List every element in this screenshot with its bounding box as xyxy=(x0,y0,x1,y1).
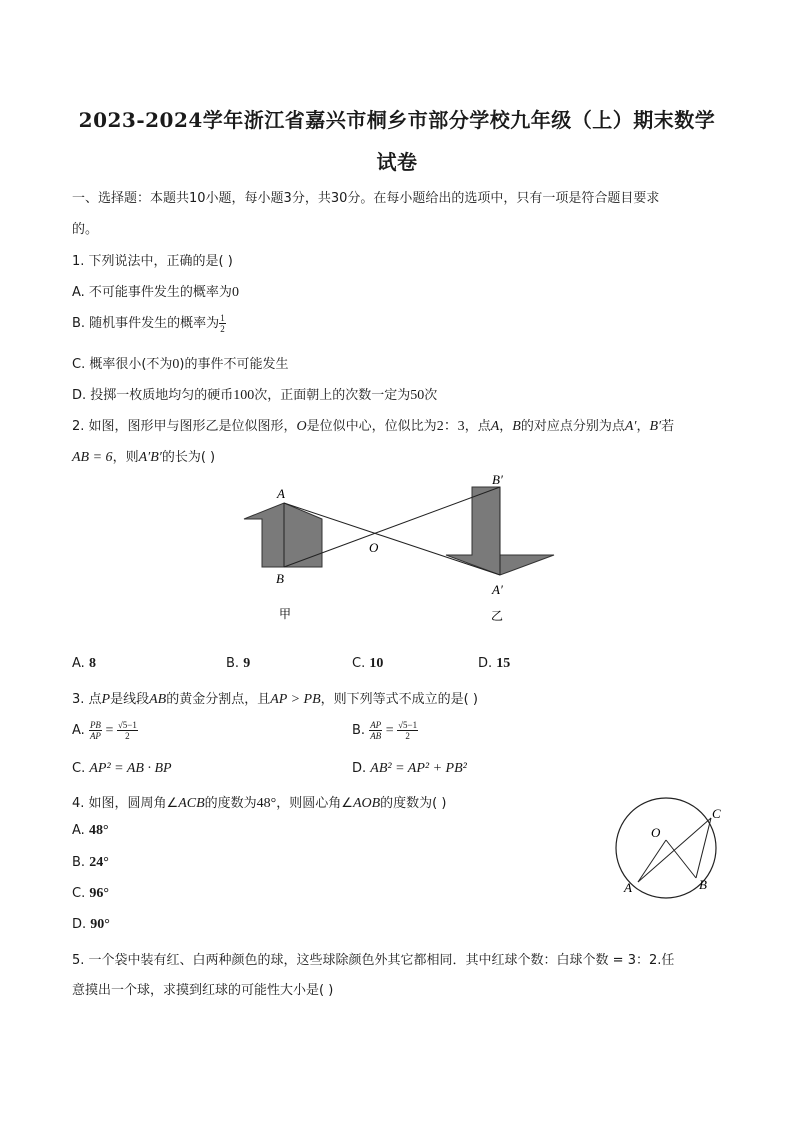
q2-var-o: O xyxy=(296,419,307,434)
q2-text-5: 若 xyxy=(661,419,675,434)
q4-var-acb: ACB xyxy=(178,796,205,811)
q5-stem-line2: 意摸出一个球，求摸到红球的可能性大小是( ) xyxy=(72,983,334,998)
q3-b-equals: = xyxy=(382,723,398,738)
exam-title-line1: 2023-2024学年浙江省嘉兴市桐乡市部分学校九年级（上）期末数学 xyxy=(78,108,716,132)
q4-option-d-label: D. xyxy=(72,917,91,932)
q4-var-aob: AOB xyxy=(352,796,381,811)
q2-text-2: 是位似中心，位似比为 xyxy=(306,419,437,434)
label-jia: 甲 xyxy=(279,607,292,621)
q2-text-7: 的长为( ) xyxy=(161,450,216,465)
q1-option-c xyxy=(72,353,289,373)
q3-text-3: 的黄金分割点，且 xyxy=(166,692,271,707)
q2-ab-equation: AB = 6 xyxy=(72,450,113,465)
q3-option-d-expr: AB² = AP² + PB² xyxy=(370,761,467,776)
q4-option-b-value: 24° xyxy=(89,855,109,870)
q1-option-c-text-1: C. 概率很小(不为 xyxy=(72,357,173,372)
q3-option-c-expr: AP² = AB · BP xyxy=(89,761,172,776)
label-b-prime: B′ xyxy=(492,472,503,487)
q3-option-a-rhs xyxy=(117,720,138,741)
q4-text-2: 的度数为 xyxy=(204,796,257,811)
q4-option-a-value: 48° xyxy=(88,823,109,838)
q4-option-c xyxy=(72,886,109,902)
q1-stem: 1. 下列说法中，正确的是( ) xyxy=(72,254,233,269)
q2-comma-2: ， xyxy=(636,419,650,434)
q2-text-6: ，则 xyxy=(112,450,139,465)
q3-a-rhs-den: 2 xyxy=(125,731,130,741)
q2-text-4: 的对应点分别为点 xyxy=(520,419,625,434)
q1-option-d xyxy=(72,384,437,404)
q1-option-d-value-1: 100 xyxy=(233,388,255,403)
q4-option-a-label: A. xyxy=(72,823,89,838)
q2-stem-line1 xyxy=(72,415,674,435)
label-b: B xyxy=(276,571,284,586)
q1-option-b-text: B. 随机事件发生的概率为 xyxy=(72,316,220,331)
q4-stem xyxy=(72,792,446,812)
q3-text-4: ，则下列等式不成立的是( ) xyxy=(320,692,478,707)
q3-a-rhs-num: √5−1 xyxy=(117,720,137,730)
q1-option-a xyxy=(72,281,239,301)
section-instructions-line2: 的。 xyxy=(72,222,99,237)
q3-var-ab: AB xyxy=(149,692,167,707)
q3-option-d xyxy=(352,761,467,777)
q2-option-c xyxy=(352,656,383,672)
q4-option-a xyxy=(72,823,109,839)
q1-option-d-text-1: D. 投掷一枚质地均匀的硬币 xyxy=(72,388,234,403)
q3-text-2: 是线段 xyxy=(110,692,150,707)
segment-bc xyxy=(696,818,711,878)
q2-option-a-value: 8 xyxy=(88,656,96,671)
q3-a-equals: = xyxy=(101,723,117,738)
q1-option-c-text-2: )的事件不可能发生 xyxy=(179,357,289,372)
exam-title-line2: 试卷 xyxy=(376,150,418,174)
label-a: A xyxy=(277,486,285,501)
q2-var-a: A xyxy=(490,419,500,434)
q1-option-d-value-2: 50 xyxy=(410,388,425,403)
q2-var-apbp: A′B′ xyxy=(138,450,162,465)
label-o: O xyxy=(369,540,379,555)
q1-option-d-text-3: 次 xyxy=(424,388,438,403)
q4-circle-figure xyxy=(608,796,732,900)
q1-option-c-value: 0 xyxy=(172,357,180,372)
q3-b-den: AB xyxy=(370,731,382,741)
q3-option-b-label: B. xyxy=(352,723,370,738)
q2-var-b: B xyxy=(512,419,521,434)
q4-option-d xyxy=(72,917,110,933)
q4-option-c-label: C. xyxy=(72,886,90,901)
q2-ratio: 2：3 xyxy=(436,419,465,434)
q2-option-b-label: B. xyxy=(226,656,244,671)
q3-option-c xyxy=(72,761,172,777)
q4-option-b xyxy=(72,855,109,871)
q4-text-1: 4. 如图，圆周角∠ xyxy=(72,796,179,811)
q2-text-1: 2. 如图，图形甲与图形乙是位似图形， xyxy=(72,419,297,434)
q3-option-a-lhs xyxy=(89,720,102,741)
q3-option-b-lhs xyxy=(369,720,382,741)
q1-option-a-text: A. 不可能事件发生的概率为 xyxy=(72,285,232,300)
q1-frac-numerator: 1 xyxy=(220,313,225,323)
q3-a-den: AP xyxy=(89,731,101,741)
q4-text-4: 的度数为( ) xyxy=(380,796,447,811)
q3-option-a xyxy=(72,720,138,741)
q2-option-a-label: A. xyxy=(72,656,89,671)
q2-homothety-figure xyxy=(236,470,558,630)
q2-var-b-prime: B′ xyxy=(649,419,662,434)
q4-text-3: ，则圆心角∠ xyxy=(276,796,353,811)
q2-option-c-value: 10 xyxy=(369,656,384,671)
label-a-prime: A′ xyxy=(492,582,503,597)
section-instructions-line1: 一、选择题：本题共10小题，每小题3分，共30分。在每小题给出的选项中，只有一项是符合题目要求 xyxy=(72,191,660,206)
q2-option-b xyxy=(226,656,250,672)
label-c: C xyxy=(712,806,721,821)
q4-option-d-value: 90° xyxy=(90,917,110,932)
q3-a-num: PB xyxy=(89,720,101,730)
q1-frac-denominator: 2 xyxy=(220,324,225,334)
q1-option-a-value: 0 xyxy=(231,285,239,300)
segment-ob xyxy=(666,840,696,878)
q3-var-p: P xyxy=(101,692,111,707)
q4-degree: 48° xyxy=(256,796,277,811)
q2-option-b-value: 9 xyxy=(243,656,251,671)
q2-option-a xyxy=(72,656,96,672)
q3-b-rhs-den: 2 xyxy=(405,731,410,741)
q3-option-b xyxy=(352,720,418,741)
q1-option-d-text-2: 次，正面朝上的次数一定为 xyxy=(254,388,411,403)
q4-option-b-label: B. xyxy=(72,855,90,870)
q2-option-c-label: C. xyxy=(352,656,370,671)
label-yi: 乙 xyxy=(491,609,504,623)
label-a: A xyxy=(624,880,632,895)
q3-inequality: AP > PB xyxy=(270,692,321,707)
label-b: B xyxy=(699,877,707,892)
q2-option-d-label: D. xyxy=(478,656,497,671)
q4-option-c-value: 96° xyxy=(89,886,109,901)
q2-stem-line2 xyxy=(72,446,215,466)
q1-option-b xyxy=(72,312,226,334)
segment-ac xyxy=(638,818,711,882)
q5-stem-line1: 5. 一个袋中装有红、白两种颜色的球，这些球除颜色外其它都相同．其中红球个数：白球个数 = 3：2.任 xyxy=(72,953,675,968)
q2-option-d xyxy=(478,656,510,672)
q3-b-num: AP xyxy=(370,720,382,730)
q2-comma: ， xyxy=(499,419,513,434)
q3-stem xyxy=(72,688,478,708)
label-o: O xyxy=(651,825,661,840)
q3-option-b-rhs xyxy=(397,720,418,741)
q3-option-c-label: C. xyxy=(72,761,90,776)
q3-b-rhs-num: √5−1 xyxy=(398,720,418,730)
q3-option-a-label: A. xyxy=(72,723,89,738)
q2-var-a-prime: A′ xyxy=(624,419,637,434)
q3-option-d-label: D. xyxy=(352,761,371,776)
q2-text-3: ，点 xyxy=(464,419,491,434)
q1-option-b-fraction xyxy=(219,313,226,334)
q2-option-d-value: 15 xyxy=(496,656,511,671)
q3-text-1: 3. 点 xyxy=(72,692,102,707)
